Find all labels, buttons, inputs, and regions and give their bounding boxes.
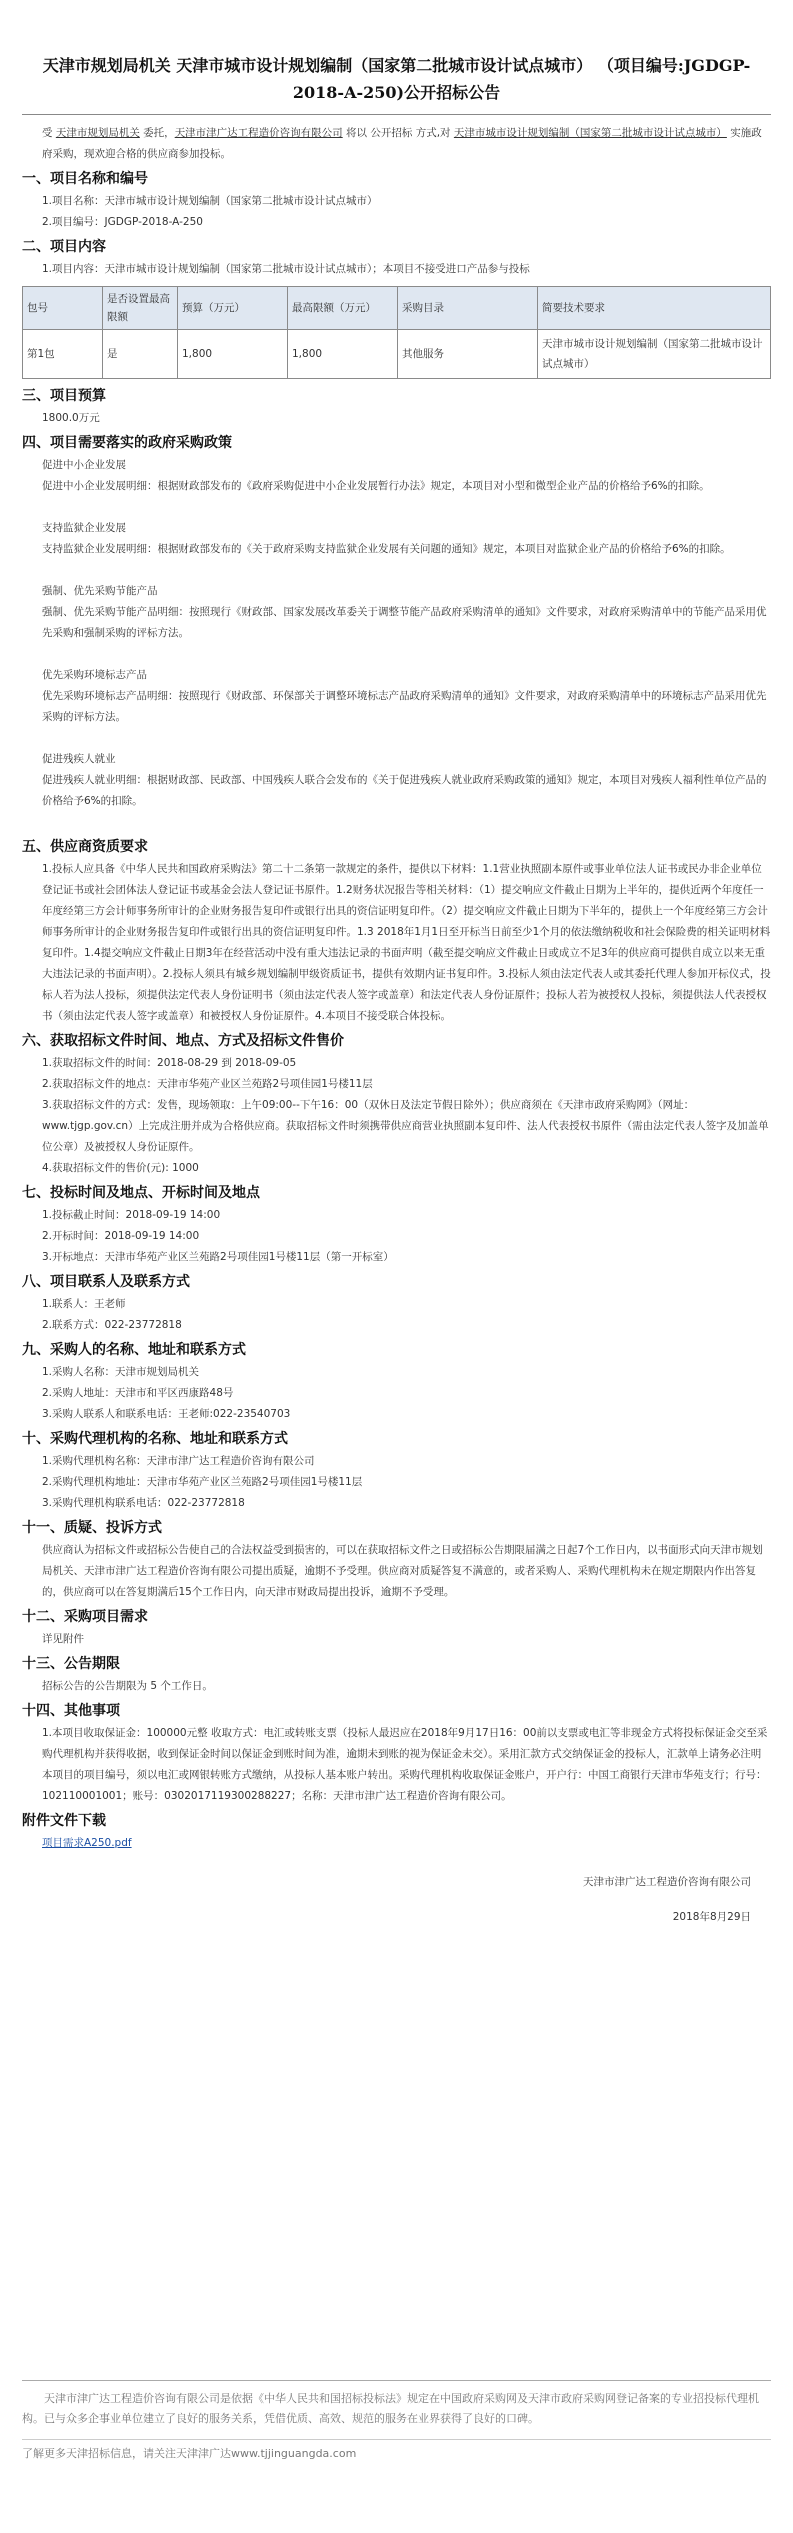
qualification-text: 1.投标人应具备《中华人民共和国政府采购法》第二十二条第一款规定的条件，提供以下材料：1.1营业执照副本原件或事业单位法人证书或民办非企业单位登记证书或社会团体法人登记证书或基金会法人登记证书原件。1.2财务状况报告等相关材料：（1）提交响应文件截止日期为上半年的，提供近两个年度任一年度经第三方会计师事务所审计的企业财务报告复印件或银行出具的资信证明复印件。（2）提交响应文件截止日期为下半年的，提供上一个年度经第三方会计师事务所审计的企业财务报告复印件或银行出具的资信证明复印件。1.3 2018年1月1日至开标当日前至少1个月的依法缴纳税收和社会保险费的相关证明材料复印件。1.4提交响应文件截止日期3年在经营活动中没有重大违法记录的书面声明（截至提交响应文件截止日或成立不足3年的供应商可提供自成立以来无重大违法记录的书面声明）。2.投标人须具有城乡规划编制甲级资质证书，提供有效期内证书复印件。3.投标人须由法定代表人或其委托代理人参加开标仪式，投标人若为法人投标，须提供法定代表人身份证明书（须由法定代表人签字或盖章）和法定代表人身份证原件；投标人若为被授权人投标，须提供法人代表授权书（须由法定代表人签字或盖章）和被授权人身份证原件。4.本项目不接受联合体投标。 [42,863,771,1022]
other-text: 1.本项目收取保证金：100000元整 收取方式：电汇或转账支票（投标人最迟应在2018年9月17日16：00前以支票或电汇等非现金方式将投标保证金交至采购代理机构并获得收据，收到保证金时间以保证金到账时间为准，逾期未到账的视为保证金未交）。采用汇款方式交纳保证金的投标人，汇款单上请务必注明本项目的项目编号，须以电汇或网银转账方式缴纳，从投标人基本账户转出。采购代理机构收取保证金账户，开户行：中国工商银行天津市华苑支行；行号： [42,1727,768,1781]
section-line: 2.采购代理机构地址：天津市华苑产业区兰苑路2号项佳园1号楼11层 [42,1476,363,1488]
section-line: 1.项目内容：天津市城市设计规划编制（国家第二批城市设计试点城市）；本项目不接受进口产品参与投标 [42,263,530,275]
section-line: 4.获取招标文件的售价(元): 1000 [42,1162,199,1174]
section-line: 2.获取招标文件的地点：天津市华苑产业区兰苑路2号项佳园1号楼11层 [42,1078,373,1090]
package-table [22,286,771,379]
signature-date: 2018年8月29日 [672,1911,751,1923]
section-line: 招标公告的公告期限为 5 个工作日。 [42,1680,213,1692]
section-line: 1.采购代理机构名称：天津市津广达工程造价咨询有限公司 [42,1455,315,1467]
section-heading: 九、采购人的名称、地址和联系方式 [22,1342,246,1358]
section-heading: 四、项目需要落实的政府采购政策 [22,435,232,451]
section-heading: 十三、公告期限 [22,1656,120,1672]
table-cell: 1,800 [288,330,398,379]
section-line: 2.采购人地址：天津市和平区西康路48号 [42,1387,234,1399]
section-line: 1.联系人：王老师 [42,1298,126,1310]
title-divider [22,114,771,115]
project-name: 天津市城市设计规划编制（国家第二批城市设计试点城市） [453,127,727,139]
table-cell: 是 [103,330,178,379]
page-title: 天津市规划局机关 天津市城市设计规划编制（国家第二批城市设计试点城市） （项目编号:JGDGP-2018-A-250)公开招标公告 [42,56,751,102]
table-header: 采购目录 [398,287,538,330]
attachment-download-link[interactable]: 项目需求A250.pdf [42,1837,132,1849]
table-header: 包号 [23,287,103,330]
footer-more-link[interactable]: 了解更多天津招标信息，请关注天津津广达www.tjjinguangda.com [22,2439,771,2464]
intro-paragraph: 受 天津市规划局机关 委托，天津市津广达工程造价咨询有限公司 将以 公开招标 方式,对 天津市城市设计规划编制（国家第二批城市设计试点城市） 实施政府采购，现欢迎合格的供应商参加投标。 [42,127,762,160]
site-footer [22,2380,771,2464]
buyer-name: 天津市规划局机关 [55,127,140,139]
section-heading: 五、供应商资质要求 [22,839,148,855]
complaint-text: 供应商认为招标文件或招标公告使自己的合法权益受到损害的，可以在获取招标文件之日或招标公告期限届满之日起7个工作日内，以书面形式向天津市规划局机关、天津市津广达工程造价咨询有限公司提出质疑，逾期不予受理。供应商对质疑答复不满意的，或者采购人、采购代理机构未在规定期限内作出答复的，供应商可以在答复期满后15个工作日内，向天津市财政局提出投诉，逾期不予受理。 [42,1544,763,1598]
table-header-row [23,287,771,330]
table-cell: 第1包 [23,330,103,379]
table-cell: 其他服务 [398,330,538,379]
agent-name: 天津市津广达工程造价咨询有限公司 [174,127,343,139]
other-text-cont: 102110001001；账号：0302017119300288227；名称：天津市津广达工程造价咨询有限公司。 [42,1790,512,1802]
policy-title: 强制、优先采购节能产品 [42,585,158,597]
section-heading: 十一、质疑、投诉方式 [22,1520,162,1536]
table-header: 预算（万元） [178,287,288,330]
section-line: 1.获取招标文件的时间：2018-08-29 到 2018-09-05 [42,1057,297,1069]
table-header: 是否设置最高限额 [103,287,178,330]
section-heading: 十四、其他事项 [22,1703,120,1719]
table-cell: 1,800 [178,330,288,379]
section-line: 3.开标地点：天津市华苑产业区兰苑路2号项佳园1号楼11层（第一开标室） [42,1251,394,1263]
footer-about: 天津市津广达工程造价咨询有限公司是依据《中华人民共和国招标投标法》规定在中国政府采购网及天津市政府采购网登记备案的专业招投标代理机构。已与众多企事业单位建立了良好的服务关系，凭借优质、高效、规范的服务在业界获得了良好的口碑。 [22,2380,771,2429]
table-header: 简要技术要求 [538,287,771,330]
policy-title: 促进中小企业发展 [42,459,126,471]
policy-title: 支持监狱企业发展 [42,522,126,534]
section-line: 1.投标截止时间：2018-09-19 14:00 [42,1209,221,1221]
policy-detail: 促进中小企业发展明细：根据财政部发布的《政府采购促进中小企业发展暂行办法》规定，本项目对小型和微型企业产品的价格给予6%的扣除。 [42,480,710,492]
policy-detail: 优先采购环境标志产品明细：按照现行《财政部、环保部关于调整环境标志产品政府采购清单的通知》文件要求，对政府采购清单中的环境标志产品采用优先采购的评标方法。 [42,690,767,723]
policy-detail: 强制、优先采购节能产品明细：按照现行《财政部、国家发展改革委关于调整节能产品政府采购清单的通知》文件要求，对政府采购清单中的节能产品采用优先采购和强制采购的评标方法。 [42,606,767,639]
budget-value: 1800.0万元 [42,412,100,424]
section-line: 1.采购人名称：天津市规划局机关 [42,1366,200,1378]
table-cell: 天津市城市设计规划编制（国家第二批城市设计试点城市） [538,330,771,379]
section-line: 详见附件 [42,1633,84,1645]
section-heading: 一、项目名称和编号 [22,171,148,187]
policy-detail: 支持监狱企业发展明细：根据财政部发布的《关于政府采购支持监狱企业发展有关问题的通知》规定，本项目对监狱企业产品的价格给予6%的扣除。 [42,543,731,555]
section-heading: 三、项目预算 [22,388,106,404]
section-line: 1.项目名称：天津市城市设计规划编制（国家第二批城市设计试点城市） [42,195,378,207]
section-heading: 十、采购代理机构的名称、地址和联系方式 [22,1431,288,1447]
attachment-heading: 附件文件下载 [22,1813,106,1829]
section-heading: 八、项目联系人及联系方式 [22,1274,190,1290]
table-row [23,330,771,379]
policy-detail: 促进残疾人就业明细：根据财政部、民政部、中国残疾人联合会发布的《关于促进残疾人就业政府采购政策的通知》规定，本项目对残疾人福利性单位产品的价格给予6%的扣除。 [42,774,767,807]
section-heading: 七、投标时间及地点、开标时间及地点 [22,1185,260,1201]
section-heading: 六、获取招标文件时间、地点、方式及招标文件售价 [22,1033,344,1049]
signature-org: 天津市津广达工程造价咨询有限公司 [583,1876,751,1888]
section-line: 2.项目编号：JGDGP-2018-A-250 [42,216,203,228]
section-line: 3.采购人联系人和联系电话：王老师:022-23540703 [42,1408,291,1420]
section-line: 3.采购代理机构联系电话：022-23772818 [42,1497,245,1509]
policy-title: 优先采购环境标志产品 [42,669,147,681]
section-heading: 二、项目内容 [22,239,106,255]
table-header: 最高限额（万元） [288,287,398,330]
section-line: 3.获取招标文件的方式：发售，现场领取：上午09:00--下午16：00（双休日及法定节假日除外）；供应商须在《天津市政府采购网》（网址：www.tjgp.gov.cn）上完成注册并成为合格供应商。获取招标文件时须携带供应商营业执照副本复印件、法人代表授权书原件（需由法定代表人签字及加盖单位公章）及被授权人身份证原件。 [42,1099,769,1153]
section-heading: 十二、采购项目需求 [22,1609,148,1625]
section-line: 2.联系方式：022-23772818 [42,1319,182,1331]
section-line: 2.开标时间：2018-09-19 14:00 [42,1230,200,1242]
policy-title: 促进残疾人就业 [42,753,116,765]
